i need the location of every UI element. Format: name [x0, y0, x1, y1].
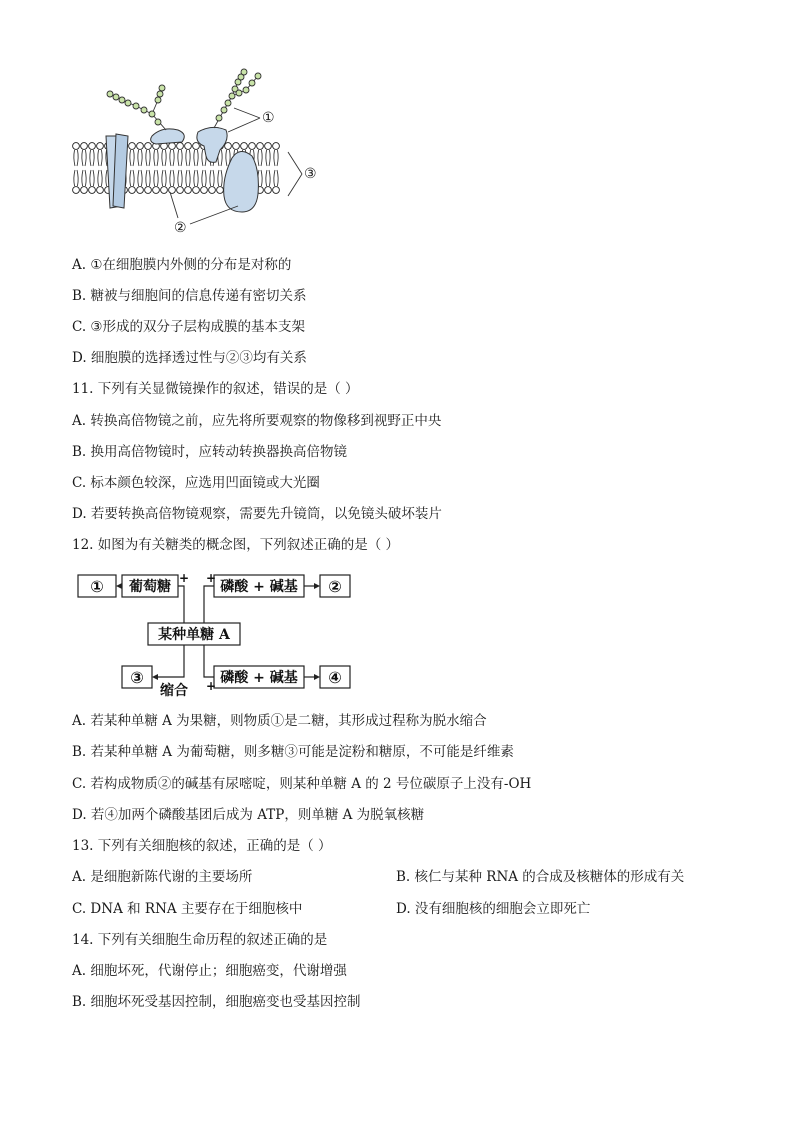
q13-option-d: D. 没有细胞核的细胞会立即死亡: [396, 901, 591, 917]
lipid-tail: [194, 150, 198, 166]
label-3: ③: [304, 166, 317, 182]
lipid-head: [209, 187, 216, 194]
box-1-label: ①: [90, 577, 104, 596]
lipid-head: [89, 187, 96, 194]
lipid-tail: [266, 170, 270, 186]
lipid-tail: [170, 170, 174, 186]
lipid-head: [201, 187, 208, 194]
q10-option-c: C. ③形成的双分子层构成膜的基本支架: [72, 319, 306, 335]
lipid-tail: [178, 170, 182, 186]
lipid-head: [89, 143, 96, 150]
lipid-head: [97, 187, 104, 194]
phosphate-base-bottom: 磷酸 + 碱基: [220, 670, 298, 686]
q12-option-b: B. 若某种单糖 A 为葡萄糖，则多糖③可能是淀粉和糖原，不可能是纤维素: [72, 744, 514, 760]
lipid-head: [81, 143, 88, 150]
lipid-head: [153, 187, 160, 194]
lipid-head: [145, 143, 152, 150]
sugar-concept-diagram: [72, 566, 362, 698]
q14-stem: 14. 下列有关细胞生命历程的叙述正确的是: [72, 932, 328, 948]
q12-option-d: D. 若④加两个磷酸基团后成为 ATP，则单糖 A 为脱氧核糖: [72, 807, 425, 823]
lipid-tail: [258, 150, 262, 166]
lipid-tail: [82, 150, 86, 166]
lipid-head: [129, 143, 136, 150]
lipid-head: [249, 143, 256, 150]
lipid-tail: [194, 170, 198, 186]
channel-protein: [106, 134, 128, 208]
lipid-head: [193, 143, 200, 150]
lipid-head: [137, 187, 144, 194]
lipid-head: [225, 143, 232, 150]
lipid-tail: [90, 150, 94, 166]
condense-label: 缩合: [160, 683, 188, 698]
lipid-tail: [146, 170, 150, 186]
lipid-head: [169, 187, 176, 194]
q12-stem: 12. 如图为有关糖类的概念图，下列叙述正确的是（ ）: [72, 537, 400, 553]
lipid-head: [241, 143, 248, 150]
lipid-head: [185, 143, 192, 150]
lipid-tail: [138, 170, 142, 186]
lipid-head: [265, 187, 272, 194]
q14-option-a: A. 细胞坏死，代谢停止；细胞癌变，代谢增强: [72, 963, 347, 979]
lipid-tail: [210, 170, 214, 186]
lipid-tail: [130, 150, 134, 166]
q13-option-c: C. DNA 和 RNA 主要存在于细胞核中: [72, 901, 303, 917]
q10-option-d: D. 细胞膜的选择透过性与②③均有关系: [72, 350, 307, 366]
lipid-tail: [154, 170, 158, 186]
monosaccharide-a: 某种单糖 A: [158, 627, 230, 643]
lipid-tail: [202, 170, 206, 186]
lipid-head: [81, 187, 88, 194]
plus-sign-2: +: [206, 571, 217, 585]
lipid-tail: [162, 150, 166, 166]
lipid-tail: [274, 150, 278, 166]
lipid-head: [137, 143, 144, 150]
q14-option-b: B. 细胞坏死受基因控制，细胞癌变也受基因控制: [72, 994, 361, 1010]
label-1: ①: [262, 110, 275, 126]
lipid-head: [217, 187, 224, 194]
lipid-tail: [138, 150, 142, 166]
integral-protein: [224, 151, 259, 212]
box-2-label: ②: [328, 577, 342, 596]
lipid-tail: [162, 170, 166, 186]
box-4-label: ④: [328, 668, 342, 687]
lipid-tail: [186, 170, 190, 186]
lipid-tail: [218, 170, 222, 186]
lipid-head: [169, 143, 176, 150]
lipid-head: [257, 143, 264, 150]
lipid-tail: [266, 150, 270, 166]
lipid-tail: [130, 170, 134, 186]
lipid-tail: [74, 150, 78, 166]
glucose-label: 葡萄糖: [129, 579, 171, 595]
plus-sign-1: +: [179, 571, 190, 585]
lipid-head: [161, 187, 168, 194]
q11-option-a: A. 转换高倍物镜之前，应先将所要观察的物像移到视野正中央: [72, 413, 442, 429]
lipid-head: [185, 187, 192, 194]
lipid-head: [273, 187, 280, 194]
phosphate-base-top: 磷酸 + 碱基: [220, 579, 298, 595]
lipid-head: [273, 143, 280, 150]
glycoprotein: [197, 127, 227, 162]
lipid-tail: [82, 170, 86, 186]
lipid-head: [73, 143, 80, 150]
q11-stem: 11. 下列有关显微镜操作的叙述，错误的是（ ）: [72, 381, 359, 397]
label-2: ②: [174, 220, 187, 236]
q10-option-b: B. 糖被与细胞间的信息传递有密切关系: [72, 288, 307, 304]
lipid-tail: [98, 170, 102, 186]
lipid-tail: [90, 170, 94, 186]
lipid-head: [145, 187, 152, 194]
q13-option-a: A. 是细胞新陈代谢的主要场所: [72, 869, 253, 885]
q12-option-a: A. 若某种单糖 A 为果糖，则物质①是二糖，其形成过程称为脱水缩合: [72, 713, 487, 729]
lipid-head: [193, 187, 200, 194]
lipid-head: [97, 143, 104, 150]
lipid-tail: [146, 150, 150, 166]
lipid-tail: [74, 170, 78, 186]
q11-option-d: D. 若要转换高倍物镜观察，需要先升镜筒，以免镜头破坏装片: [72, 506, 442, 522]
q13-option-b: B. 核仁与某种 RNA 的合成及核糖体的形成有关: [396, 869, 685, 885]
lipid-tail: [170, 150, 174, 166]
lipid-head: [177, 143, 184, 150]
q10-option-a: A. ①在细胞膜内外侧的分布是对称的: [72, 257, 292, 273]
lipid-tail: [178, 150, 182, 166]
box-3-label: ③: [130, 668, 144, 687]
q11-option-c: C. 标本颜色较深，应选用凹面镜或大光圈: [72, 475, 320, 491]
lipid-tail: [274, 170, 278, 186]
lipid-head: [177, 187, 184, 194]
q12-option-c: C. 若构成物质②的碱基有尿嘧啶，则某种单糖 A 的 2 号位碳原子上没有-OH: [72, 776, 532, 792]
lipid-head: [73, 187, 80, 194]
lipid-tail: [154, 150, 158, 166]
lipid-tail: [186, 150, 190, 166]
lipid-tail: [98, 150, 102, 166]
lipid-head: [265, 143, 272, 150]
peripheral-protein: [151, 129, 185, 144]
cell-membrane-diagram: [66, 66, 336, 240]
plus-sign-3: +: [206, 679, 217, 693]
q11-option-b: B. 换用高倍物镜时，应转动转换器换高倍物镜: [72, 444, 348, 460]
lipid-head: [233, 143, 240, 150]
q13-stem: 13. 下列有关细胞核的叙述，正确的是（ ）: [72, 838, 332, 854]
lipid-head: [129, 187, 136, 194]
